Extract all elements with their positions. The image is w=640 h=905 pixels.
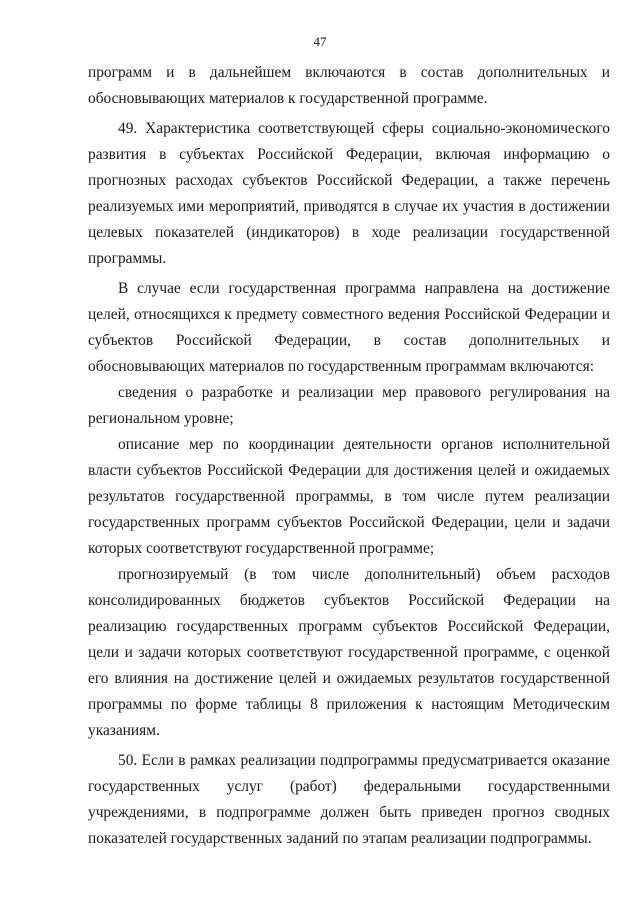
list-item-legal-regulation: сведения о разработке и реализации мер правового регулирования на региональном уровне; <box>88 384 610 427</box>
page-number: 47 <box>313 34 327 49</box>
list-item-forecast-expenditures: прогнозируемый (в том числе дополнительный) объем расходов консолидированных бюджетов субъектов Российской Федерации на реализацию государственных программ субъектов Российской Федерации, цели и задачи которых соответствуют государственной программе, с оценкой его влияния на достижение целей и ожидаемых результатов государственной программы по форме таблицы 8 приложения к настоящим Методическим указаниям. <box>88 566 610 739</box>
document-body <box>88 60 610 852</box>
paragraph-joint-jurisdiction: В случае если государственная программа направлена на достижение целей, относящихся к предмету совместного ведения Российской Федерации и субъектов Российской Федерации, в состав дополнительных и обосновывающих материалов по государственным программам включаются: <box>88 280 610 375</box>
paragraph-49: 49. Характеристика соответствующей сферы социально-экономического развития в субъектах Российской Федерации, включая информацию о прогнозных расходах субъектов Российской Федерации, а также перечень реализуемых ими мероприятий, приводятся в случае их участия в достижении целевых показателей (индикаторов) в ходе реализации государственной программы. <box>88 120 610 267</box>
list-item-coordination-measures: описание мер по координации деятельности органов исполнительной власти субъектов Российской Федерации для достижения целей и ожидаемых результатов государственной программы, в том числе путем реализации государственных программ субъектов Российской Федерации, цели и задачи которых соответствуют государственной программе; <box>88 436 610 557</box>
paragraph-continuation: программ и в дальнейшем включаются в состав дополнительных и обосновывающих материалов к государственной программе. <box>88 64 610 107</box>
paragraph-50: 50. Если в рамках реализации подпрограммы предусматривается оказание государственных услуг (работ) федеральными государственными учреждениями, в подпрограмме должен быть приведен прогноз сводных показателей государственных заданий по этапам реализации подпрограммы. <box>88 752 610 847</box>
